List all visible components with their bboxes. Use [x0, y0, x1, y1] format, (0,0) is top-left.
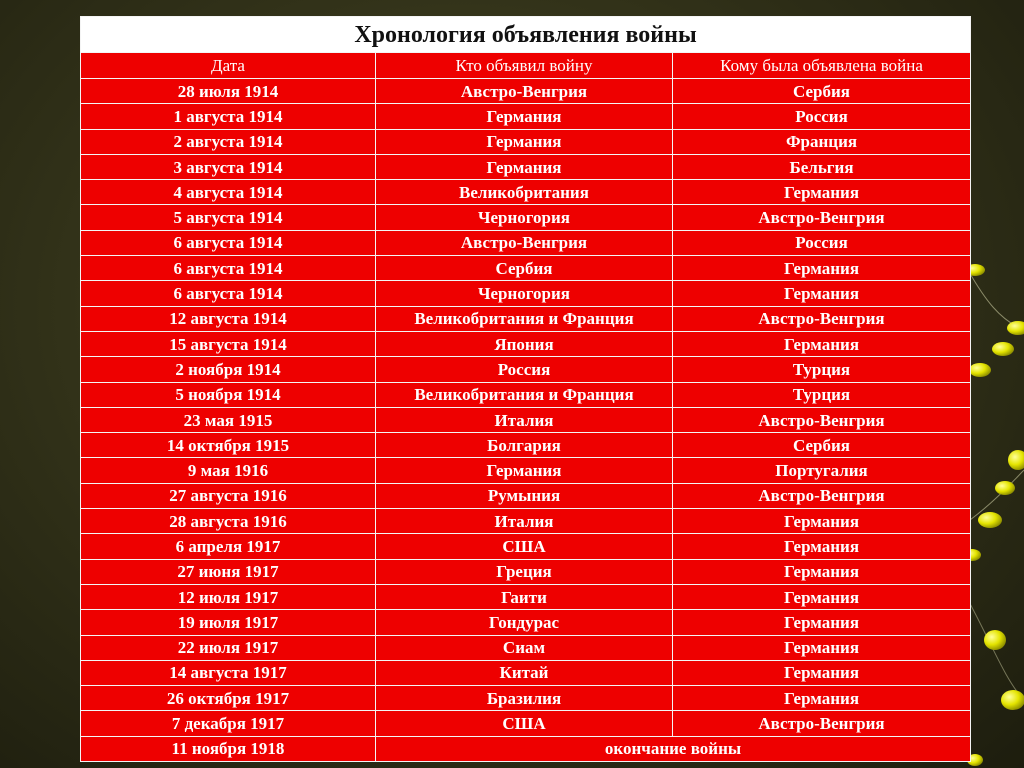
table-row — [81, 407, 971, 432]
cell-target: Бельгия — [673, 154, 971, 179]
cell-date: 27 августа 1916 — [81, 483, 376, 508]
cell-target: Австро-Венгрия — [673, 483, 971, 508]
cell-date: 4 августа 1914 — [81, 180, 376, 205]
cell-declarer: Китай — [376, 660, 673, 685]
table-row — [81, 584, 971, 609]
cell-target: Германия — [673, 610, 971, 635]
cell-final-date: 11 ноября 1918 — [81, 736, 376, 761]
cell-date: 12 августа 1914 — [81, 306, 376, 331]
table-row — [81, 230, 971, 255]
war-declarations-table — [80, 16, 971, 762]
cell-date: 26 октября 1917 — [81, 686, 376, 711]
cell-declarer: Япония — [376, 331, 673, 356]
cell-date: 5 ноября 1914 — [81, 382, 376, 407]
cell-declarer: Сербия — [376, 256, 673, 281]
decorative-string — [968, 270, 1024, 330]
cell-declarer: Германия — [376, 458, 673, 483]
cell-declarer: Черногория — [376, 281, 673, 306]
cell-target: Австро-Венгрия — [673, 407, 971, 432]
cell-date: 3 августа 1914 — [81, 154, 376, 179]
cell-target: Австро-Венгрия — [673, 711, 971, 736]
cell-declarer: США — [376, 711, 673, 736]
yellow-bead-icon — [992, 342, 1014, 356]
cell-target: Германия — [673, 331, 971, 356]
cell-declarer: США — [376, 534, 673, 559]
cell-target: Россия — [673, 230, 971, 255]
cell-date: 14 августа 1917 — [81, 660, 376, 685]
cell-target: Германия — [673, 660, 971, 685]
cell-date: 22 июля 1917 — [81, 635, 376, 660]
table-row-final — [81, 736, 971, 761]
decorative-string — [970, 470, 1024, 520]
cell-declarer: Италия — [376, 407, 673, 432]
table-row — [81, 281, 971, 306]
cell-target: Германия — [673, 256, 971, 281]
table-row — [81, 483, 971, 508]
table-row — [81, 433, 971, 458]
cell-target: Германия — [673, 534, 971, 559]
yellow-bead-icon — [978, 512, 1002, 528]
column-header-target: Кому была объявлена война — [673, 53, 971, 79]
cell-date: 6 августа 1914 — [81, 230, 376, 255]
table-row — [81, 559, 971, 584]
cell-date: 9 мая 1916 — [81, 458, 376, 483]
cell-date: 15 августа 1914 — [81, 331, 376, 356]
table-row — [81, 382, 971, 407]
cell-declarer: Румыния — [376, 483, 673, 508]
cell-target: Германия — [673, 559, 971, 584]
cell-target: Германия — [673, 635, 971, 660]
cell-date: 6 апреля 1917 — [81, 534, 376, 559]
cell-declarer: Гаити — [376, 584, 673, 609]
table-row — [81, 610, 971, 635]
cell-declarer: Бразилия — [376, 686, 673, 711]
cell-target: Австро-Венгрия — [673, 306, 971, 331]
table-body — [81, 79, 971, 762]
table-row — [81, 711, 971, 736]
table-row — [81, 306, 971, 331]
cell-date: 19 июля 1917 — [81, 610, 376, 635]
cell-target: Австро-Венгрия — [673, 205, 971, 230]
cell-target: Германия — [673, 180, 971, 205]
yellow-bead-icon — [984, 630, 1006, 650]
cell-target: Германия — [673, 686, 971, 711]
yellow-bead-icon — [969, 363, 991, 377]
cell-date: 2 августа 1914 — [81, 129, 376, 154]
column-header-date: Дата — [81, 53, 376, 79]
cell-target: Россия — [673, 104, 971, 129]
table-row — [81, 129, 971, 154]
cell-declarer: Австро-Венгрия — [376, 230, 673, 255]
cell-declarer: Россия — [376, 357, 673, 382]
cell-declarer: Германия — [376, 154, 673, 179]
cell-declarer: Германия — [376, 129, 673, 154]
cell-date: 5 августа 1914 — [81, 205, 376, 230]
cell-target: Германия — [673, 509, 971, 534]
cell-declarer: Великобритания и Франция — [376, 382, 673, 407]
cell-date: 14 октября 1915 — [81, 433, 376, 458]
cell-declarer: Германия — [376, 104, 673, 129]
cell-date: 2 ноября 1914 — [81, 357, 376, 382]
table-row — [81, 154, 971, 179]
cell-date: 7 декабря 1917 — [81, 711, 376, 736]
cell-declarer: Гондурас — [376, 610, 673, 635]
table-row — [81, 331, 971, 356]
table-row — [81, 79, 971, 104]
cell-declarer: Австро-Венгрия — [376, 79, 673, 104]
title-row — [81, 17, 971, 53]
cell-final-text: окончание войны — [376, 736, 971, 761]
table-row — [81, 180, 971, 205]
table-row — [81, 660, 971, 685]
cell-date: 6 августа 1914 — [81, 281, 376, 306]
table-row — [81, 256, 971, 281]
cell-date: 23 мая 1915 — [81, 407, 376, 432]
cell-date: 28 августа 1916 — [81, 509, 376, 534]
cell-target: Германия — [673, 281, 971, 306]
cell-declarer: Сиам — [376, 635, 673, 660]
yellow-bead-icon — [1008, 450, 1024, 470]
table-row — [81, 509, 971, 534]
cell-declarer: Черногория — [376, 205, 673, 230]
cell-declarer: Греция — [376, 559, 673, 584]
page-title: Хронология объявления войны — [81, 17, 971, 53]
yellow-bead-icon — [1007, 321, 1024, 335]
cell-target: Турция — [673, 382, 971, 407]
cell-target: Сербия — [673, 79, 971, 104]
cell-date: 1 августа 1914 — [81, 104, 376, 129]
cell-target: Франция — [673, 129, 971, 154]
cell-declarer: Великобритания и Франция — [376, 306, 673, 331]
cell-declarer: Италия — [376, 509, 673, 534]
table-row — [81, 635, 971, 660]
cell-target: Сербия — [673, 433, 971, 458]
table-row — [81, 104, 971, 129]
cell-target: Германия — [673, 584, 971, 609]
table-row — [81, 534, 971, 559]
table-row — [81, 686, 971, 711]
cell-date: 28 июля 1914 — [81, 79, 376, 104]
cell-target: Португалия — [673, 458, 971, 483]
yellow-bead-icon — [1001, 690, 1024, 710]
table-row — [81, 357, 971, 382]
header-row — [81, 53, 971, 79]
cell-target: Турция — [673, 357, 971, 382]
decorative-string — [968, 600, 1024, 700]
cell-date: 6 августа 1914 — [81, 256, 376, 281]
cell-declarer: Великобритания — [376, 180, 673, 205]
table-row — [81, 205, 971, 230]
cell-date: 27 июня 1917 — [81, 559, 376, 584]
cell-date: 12 июля 1917 — [81, 584, 376, 609]
cell-declarer: Болгария — [376, 433, 673, 458]
column-header-declarer: Кто объявил войну — [376, 53, 673, 79]
table-row — [81, 458, 971, 483]
yellow-bead-icon — [995, 481, 1015, 495]
